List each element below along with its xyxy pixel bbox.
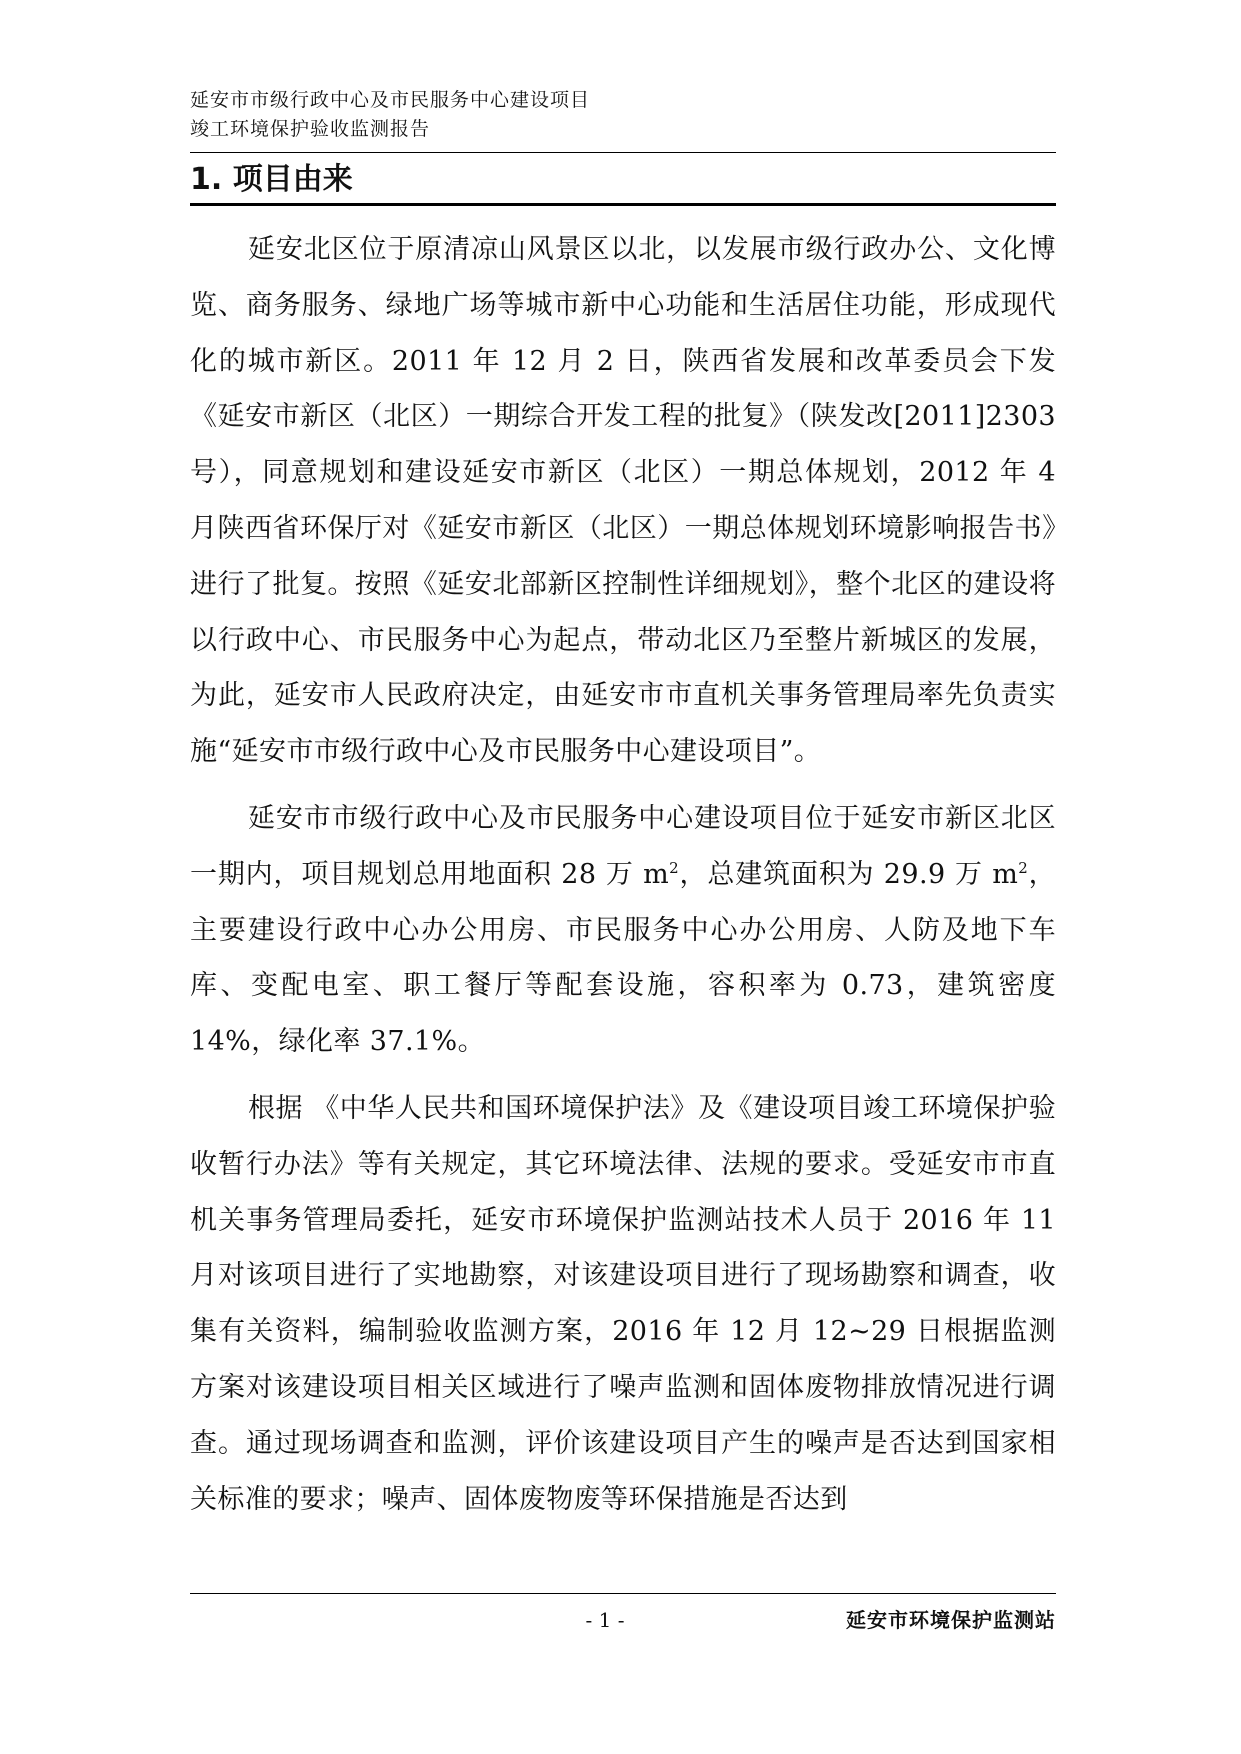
paragraph-project-overview-text-1: 延安市市级行政中心及市民服务中心建设项目位于延安市新区北区一期内，项目规划总用地面积 28 万 m [190,802,1056,890]
header-report-name: 竣工环境保护验收监测报告 [190,118,431,140]
page-number: - 1 - [585,1608,625,1632]
superscript-square-2: 2 [1018,858,1029,877]
paragraph-project-overview-text-2: ，总建筑面积为 29.9 万 m [679,858,1019,890]
footer-organization: 延安市环境保护监测站 [846,1608,1056,1632]
paragraph-background: 延安北区位于原清凉山风景区以北，以发展市级行政办公、文化博览、商务服务、绿地广场等城市新中心功能和生活居住功能，形成现代化的城市新区。2011 年 12 月 2 日，陕西省发展和改革委员会下发《延安市新区（北区）一期综合开发工程的批复》（陕发改[2011]2303 号），同意规划和建设延安市新区（北区）一期总体规划，2012 年 4 月陕西省环保厅对《延安市新区（北区）一期总体规划环境影响报告书》进行了批复。按照《延安北部新区控制性详细规划》，整个北区的建设将以行政中心、市民服务中心为起点，带动北区乃至整片新城区的发展，为此，延安市人民政府决定，由延安市市直机关事务管理局率先负责实施“延安市市级行政中心及市民服务中心建设项目”。 [190,234,1056,768]
footer-divider [190,1593,1056,1594]
document-body [190,222,1056,1538]
header-project-name: 延安市市级行政中心及市民服务中心建设项目 [190,89,591,111]
paragraph-project-overview-text-3: ，主要建设行政中心办公用房、市民服务中心办公用房、人防及地下车库、变配电室、职工餐厅等配套设施，容积率为 0.73，建筑密度 14%，绿化率 37.1%。 [190,858,1056,1058]
paragraph-project-overview [190,791,1056,1070]
section-title: 1. 项目由来 [190,162,353,197]
superscript-square-1: 2 [669,858,680,877]
paragraph-monitoring-basis: 根据 《中华人民共和国环境保护法》及《建设项目竣工环境保护验收暂行办法》等有关规定，其它环境法律、法规的要求。受延安市市直机关事务管理局委托，延安市环境保护监测站技术人员于 2016 年 11 月对该项目进行了实地勘察，对该建设项目进行了现场勘察和调查，收集有关资料，编制验收监测方案，2016 年 12 月 12~29 日根据监测方案对该建设项目相关区域进行了噪声监测和固体废物排放情况进行调查。通过现场调查和监测，评价该建设项目产生的噪声是否达到国家相关标准的要求；噪声、固体废物废等环保措施是否达到 [190,1092,1056,1515]
header-divider [190,152,1056,153]
section-title-divider [190,203,1056,206]
running-header [190,86,1056,144]
